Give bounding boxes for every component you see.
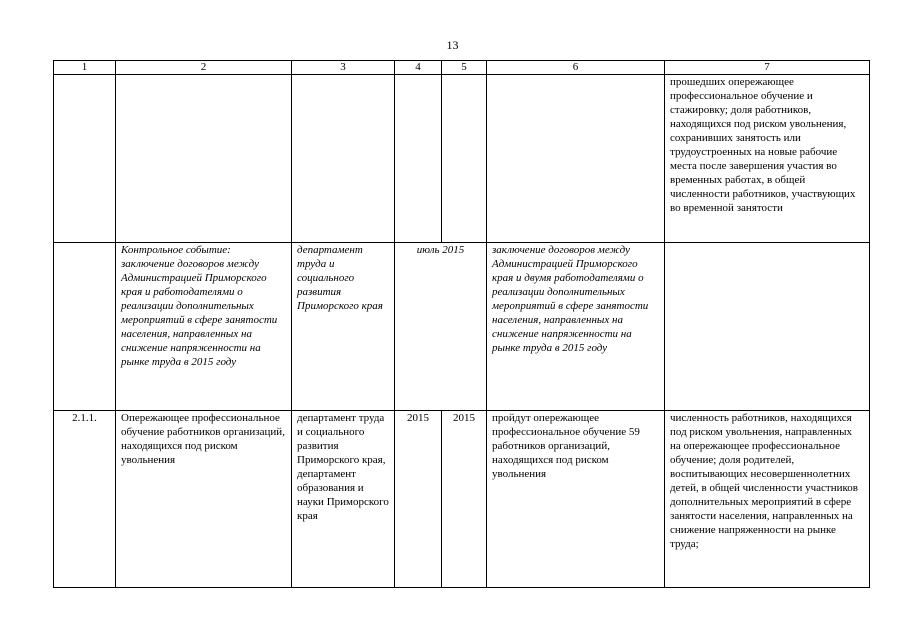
item-number-cell: 2.1.1. [54,411,116,588]
cell-empty [487,75,665,243]
result-cell: пройдут опережающее профессиональное обучение 59 работников организаций, находящихся под риском увольнения [487,411,665,588]
indicator-cell: прошедших опережающее профессиональное обучение и стажировку; доля работников, находящихся под риском увольнения, сохранивших занятость или трудоустроенных на новые рабочие места после завершения участия во временных работах, в общей численности работников, участвующих во временной занятости [665,75,870,243]
indicator-cell: численность работников, находящихся под риском увольнения, направленных на опережающее профессиональное обучение; доля родителей, воспитывающих несовершеннолетних детей, в общей численности участников дополнительных мероприятий в сфере занятости населения, направленных на снижение напряженности на рынке труда; [665,411,870,588]
program-table [53,60,870,588]
end-year-cell: 2015 [442,411,487,588]
page-number: 13 [446,38,459,52]
table-row-control-event [54,243,870,411]
cell-empty [116,75,292,243]
date-cell: июль 2015 [395,243,487,411]
table-row-2-1-1 [54,411,870,588]
cell-empty [665,243,870,411]
responsible-cell: департамент труда и социального развития Приморского края, департамент образования и науки Приморского края [292,411,395,588]
cell-empty [54,75,116,243]
cell-empty [292,75,395,243]
responsible-cell: департамент труда и социального развития Приморского края [292,243,395,411]
result-cell: заключение договоров между Администрацией Приморского края и двумя работодателями о реализации дополнительных мероприятий в сфере занятости населения, направленных на снижение напряженности на рынке труда в 2015 году [487,243,665,411]
cell-empty [442,75,487,243]
header-col-3: 3 [292,61,395,75]
header-col-5: 5 [442,61,487,75]
header-col-7: 7 [665,61,870,75]
header-col-2: 2 [116,61,292,75]
header-col-6: 6 [487,61,665,75]
header-row [54,61,870,75]
control-event-cell: Контрольное событие: заключение договоров между Администрацией Приморского края и работодателями о реализации дополнительных мероприятий в сфере занятости населения, направленных на снижение напряженности на рынке труда в 2015 году [116,243,292,411]
cell-empty [395,75,442,243]
start-year-cell: 2015 [395,411,442,588]
cell-empty [54,243,116,411]
header-col-4: 4 [395,61,442,75]
header-col-1: 1 [54,61,116,75]
activity-cell: Опережающее профессиональное обучение работников организаций, находящихся под риском увольнения [116,411,292,588]
table-row-continuation [54,75,870,243]
